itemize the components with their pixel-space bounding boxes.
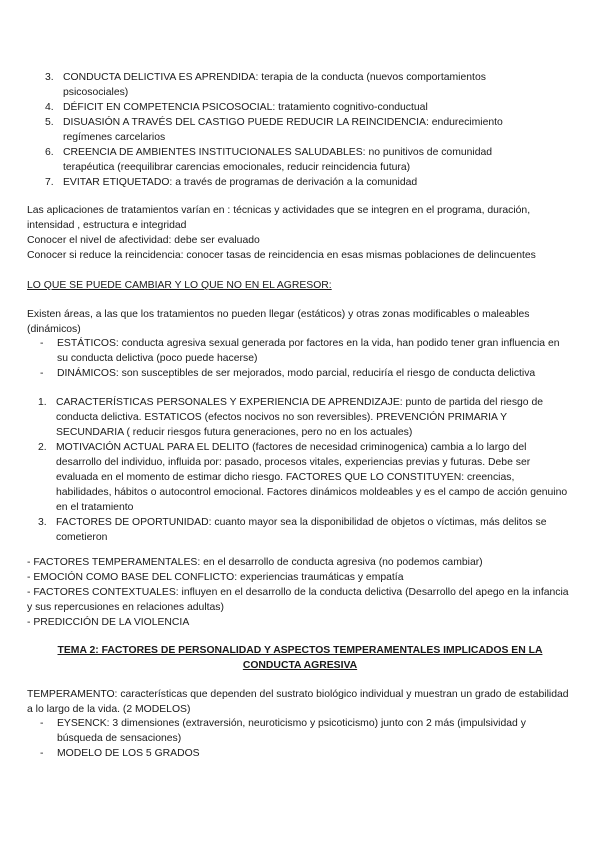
list-item bbox=[43, 175, 543, 190]
dash-list-static-dynamic bbox=[40, 336, 570, 381]
dash-marker: - bbox=[40, 368, 44, 379]
list-item-text: CREENCIA DE AMBIENTES INSTITUCIONALES SALUDABLES: no punitivos de comunidad terapéutica (reequilibrar carencias emocionales, reducir reincidencia futura) bbox=[63, 147, 493, 173]
list-number: 3. bbox=[38, 517, 47, 528]
paragraph-aplicaciones: Las aplicaciones de tratamientos varían en : técnicas y actividades que se integren en el programa, duración, intensidad , estructura e integridad bbox=[27, 205, 531, 231]
list-item bbox=[43, 70, 543, 100]
list-item-text: ESTÁTICOS: conducta agresiva sexual generada por factores en la vida, han podido tener gran influencia en su conducta delictiva (poco puede hacerse) bbox=[57, 338, 560, 364]
list-item bbox=[36, 515, 571, 545]
list-number: 6. bbox=[45, 147, 54, 158]
list-item bbox=[43, 100, 543, 115]
list-item-text: DISUASIÓN A TRAVÉS DEL CASTIGO PUEDE REDUCIR LA REINCIDENCIA: endurecimiento regímenes carcelarios bbox=[63, 117, 503, 143]
list-number: 4. bbox=[45, 102, 54, 113]
numbered-list-treatments bbox=[43, 70, 543, 190]
list-item bbox=[40, 336, 570, 366]
list-item-text: CARACTERÍSTICAS PERSONALES Y EXPERIENCIA DE APRENDIZAJE: punto de partida del riesgo de conducta delictiva. ESTATICOS (efectos nocivos no son reversibles). PREVENCIÓN PRIMARIA Y SECUNDARIA ( reducir riesgos futura generaciones, pero no en los actuales) bbox=[56, 397, 544, 438]
list-item-text: EVITAR ETIQUETADO: a través de programas de derivación a la comunidad bbox=[63, 177, 418, 188]
list-number: 3. bbox=[45, 72, 54, 83]
list-number: 1. bbox=[38, 397, 47, 408]
list-item bbox=[36, 395, 571, 440]
list-number: 5. bbox=[45, 117, 54, 128]
numbered-list-factors bbox=[36, 395, 571, 545]
factor-line: - FACTORES CONTEXTUALES: influyen en el desarrollo de la conducta delictiva (Desarrollo del apego en la infancia y sus repercusiones en relaciones adultas) bbox=[27, 587, 569, 613]
paragraph-temperamento: TEMPERAMENTO: características que dependen del sustrato biológico individual y muestran un grado de estabilidad a lo largo de la vida. (2 MODELOS) bbox=[27, 689, 569, 715]
list-item bbox=[43, 145, 543, 175]
dash-marker: - bbox=[40, 718, 44, 729]
section-title: LO QUE SE PUEDE CAMBIAR Y LO QUE NO EN EL AGRESOR: bbox=[27, 280, 332, 291]
list-item bbox=[40, 746, 570, 761]
factor-line: - EMOCIÓN COMO BASE DEL CONFLICTO: experiencias traumáticas y empatía bbox=[27, 572, 404, 583]
factor-line: - FACTORES TEMPERAMENTALES: en el desarrollo de conducta agresiva (no podemos cambiar) bbox=[27, 557, 483, 568]
list-item-text: DÉFICIT EN COMPETENCIA PSICOSOCIAL: tratamiento cognitivo-conductual bbox=[63, 102, 428, 113]
paragraph-conocer-reincidencia: Conocer si reduce la reincidencia: conocer tasas de reincidencia en esas mismas poblaciones de delincuentes bbox=[27, 250, 536, 261]
list-number: 2. bbox=[38, 442, 47, 453]
list-item-text: DINÁMICOS: son susceptibles de ser mejorados, modo parcial, reduciría el riesgo de conducta delictiva bbox=[57, 368, 536, 379]
factor-line: - PREDICCIÓN DE LA VIOLENCIA bbox=[27, 617, 190, 628]
list-item bbox=[40, 366, 570, 381]
list-item bbox=[43, 115, 543, 145]
list-item-text: MOTIVACIÓN ACTUAL PARA EL DELITO (factores de necesidad criminogenica) cambia a lo largo del desarrollo del individuo, influida por: pasado, procesos vitales, experiencias previas y futuras. Debe ser evaluada en el momento de estimar dicho riesgo. FACTORES QUE LO CONSTITUYEN: creencias, habilidades, hábitos o autocontrol emocional. Factores dinámicos moldeables y es el campo de acción genuino en el tratamiento bbox=[56, 442, 568, 513]
list-item-text: FACTORES DE OPORTUNIDAD: cuanto mayor sea la disponibilidad de objetos o víctimas, más delitos se cometieron bbox=[56, 517, 547, 543]
dash-marker: - bbox=[40, 748, 44, 759]
tema-heading: TEMA 2: FACTORES DE PERSONALIDAD Y ASPECTOS TEMPERAMENTALES IMPLICADOS EN LA CONDUCTA AGRESIVA bbox=[57, 645, 543, 671]
paragraph-conocer-afectividad: Conocer el nivel de afectividad: debe ser evaluado bbox=[27, 235, 260, 246]
paragraph-areas: Existen áreas, a las que los tratamientos no pueden llegar (estáticos) y otras zonas modificables o maleables (dinámicos) bbox=[27, 309, 530, 335]
factor-lines bbox=[27, 555, 572, 630]
list-number: 7. bbox=[45, 177, 54, 188]
list-item bbox=[36, 440, 571, 515]
list-item-text: CONDUCTA DELICTIVA ES APRENDIDA: terapia de la conducta (nuevos comportamientos psicosociales) bbox=[63, 72, 486, 98]
list-item bbox=[40, 716, 570, 746]
list-item-text: EYSENCK: 3 dimensiones (extraversión, neuroticismo y psicoticismo) junto con 2 más (impulsividad y búsqueda de sensaciones) bbox=[57, 718, 526, 744]
dash-marker: - bbox=[40, 338, 44, 349]
dash-list-models bbox=[40, 716, 570, 761]
list-item-text: MODELO DE LOS 5 GRADOS bbox=[57, 748, 200, 759]
